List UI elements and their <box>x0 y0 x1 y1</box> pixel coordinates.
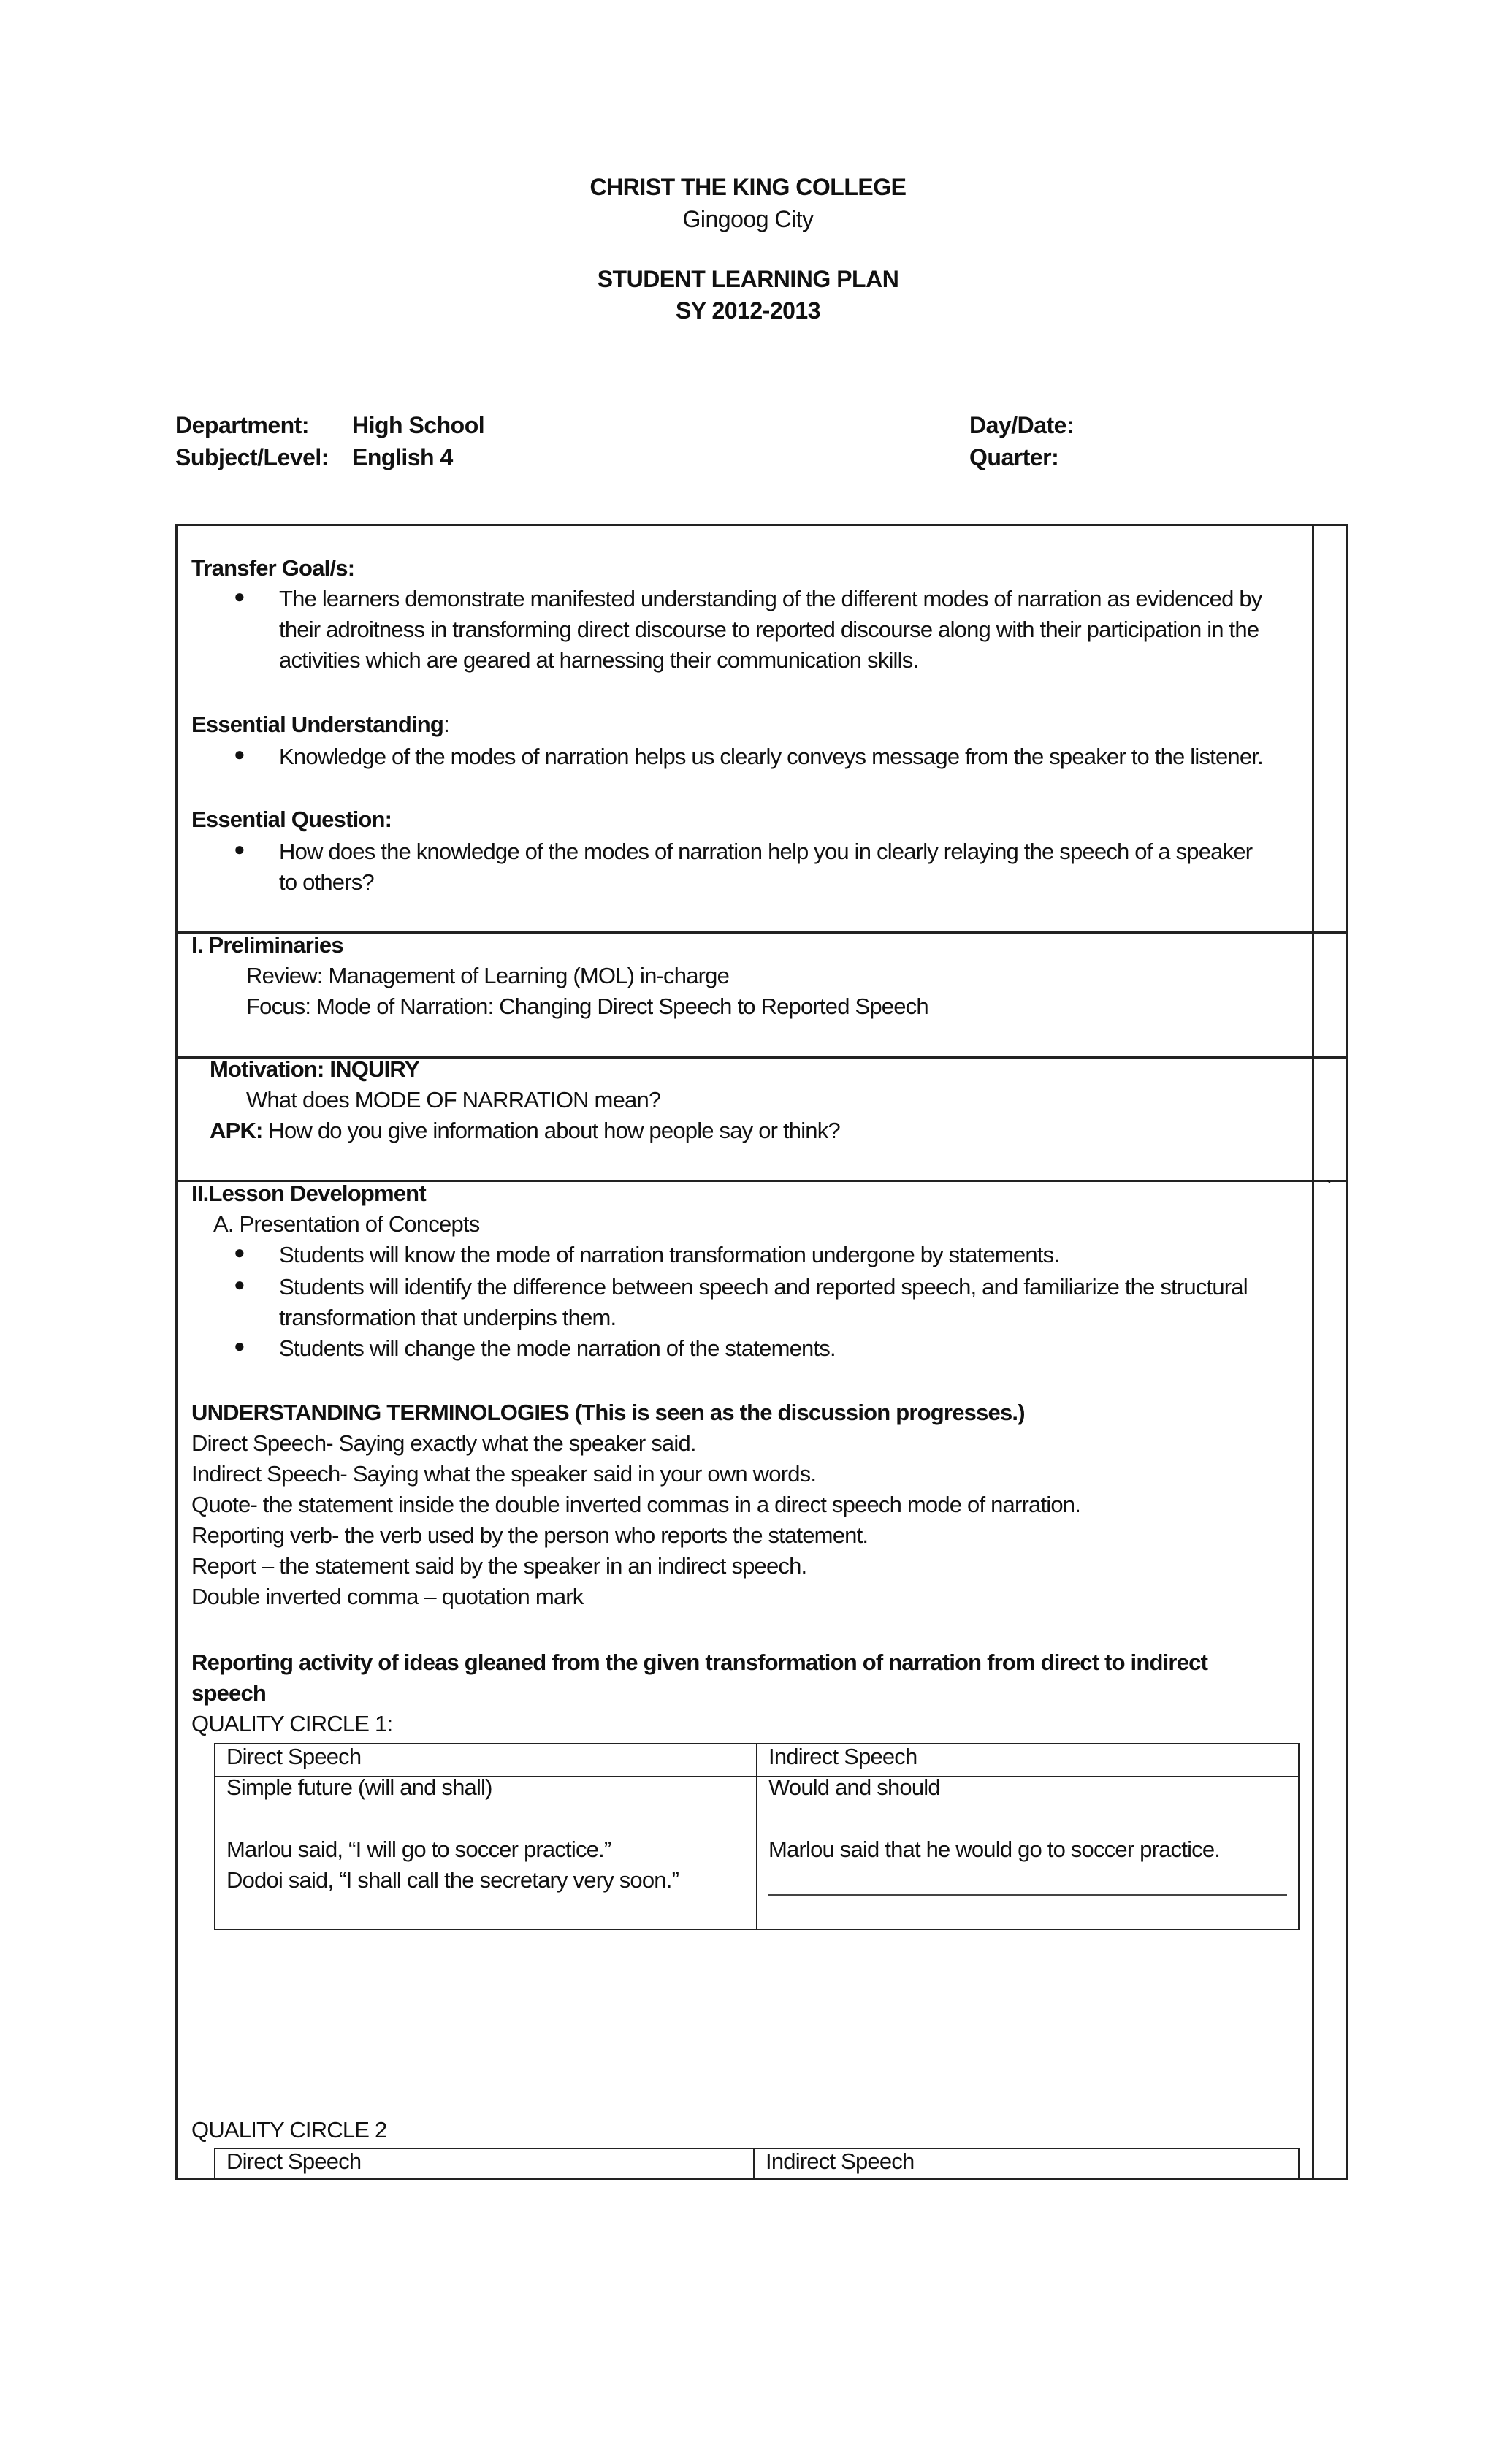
subject-label: Subject/Level: <box>175 444 329 470</box>
essential-question-heading: Essential Question: <box>191 806 392 832</box>
term-reporting-verb: Reporting verb- the verb used by the person who reports the statement. <box>191 1522 869 1548</box>
preliminaries-heading: I. Preliminaries <box>191 932 343 958</box>
school-city: Gingoog City <box>682 206 814 232</box>
lesson-development-heading: II.Lesson Development <box>191 1180 426 1206</box>
qc1-direct-example-1: Marlou said, “I will go to soccer practice.” <box>226 1836 611 1862</box>
terminologies-heading: UNDERSTANDING TERMINOLOGIES (This is seen as the discussion progresses.) <box>191 1400 1025 1425</box>
transfer-goal-line-1: The learners demonstrate manifested understanding of the different modes of narration as evidenced by <box>279 586 1262 611</box>
subject-value: English 4 <box>352 444 453 470</box>
motivation-question: What does MODE OF NARRATION mean? <box>246 1087 661 1113</box>
essential-question-line-2: to others? <box>279 869 374 895</box>
term-report: Report – the statement said by the speaker in an indirect speech. <box>191 1553 807 1579</box>
bullet-icon: ● <box>234 743 245 765</box>
qc1-col-indirect: Indirect Speech <box>768 1744 917 1769</box>
department-value: High School <box>352 412 485 438</box>
bullet-icon: ● <box>234 1335 245 1357</box>
apk-line <box>210 1115 840 1146</box>
quality-circle-2-label: QUALITY CIRCLE 2 <box>191 2117 387 2143</box>
quarter-label: Quarter: <box>969 444 1059 470</box>
essential-understanding-heading <box>191 709 449 740</box>
qc1-direct-example-2: Dodoi said, “I shall call the secretary very soon.” <box>226 1867 679 1893</box>
school-year: SY 2012-2013 <box>675 297 821 324</box>
qc2-col-indirect: Indirect Speech <box>766 2148 915 2174</box>
qc1-direct-rule: Simple future (will and shall) <box>226 1774 492 1800</box>
qc1-indirect-rule: Would and should <box>768 1774 940 1800</box>
term-quote: Quote- the statement inside the double inverted commas in a direct speech mode of narration. <box>191 1492 1081 1517</box>
reporting-heading-line-1: Reporting activity of ideas gleaned from the given transformation of narration from direct to indirect <box>191 1649 1208 1675</box>
lesson-bullet-1: Students will know the mode of narration transformation undergone by statements. <box>279 1242 1060 1267</box>
qc1-answer-blank <box>768 1894 1287 1896</box>
transfer-goal-line-2: their adroitness in transforming direct discourse to reported discourse along with their participation in the <box>279 617 1259 642</box>
bullet-icon: ● <box>234 838 245 860</box>
section-divider-1 <box>175 931 1348 934</box>
bullet-icon: ● <box>234 585 245 607</box>
term-double-inverted-comma: Double inverted comma – quotation mark <box>191 1584 584 1609</box>
essential-understanding-item: Knowledge of the modes of narration helps us clearly conveys message from the speaker to the listener. <box>279 744 1263 769</box>
apk-label: APK: <box>210 1118 263 1143</box>
apk-text: How do you give information about how people say or think? <box>268 1118 840 1143</box>
transfer-goal-line-3: activities which are geared at harnessing their communication skills. <box>279 647 919 673</box>
term-indirect-speech: Indirect Speech- Saying what the speaker said in your own words. <box>191 1461 817 1487</box>
qc2-col-direct: Direct Speech <box>226 2148 362 2174</box>
qc1-indirect-example-1: Marlou said that he would go to soccer practice. <box>768 1836 1221 1862</box>
right-column-divider <box>1312 524 1314 2180</box>
preliminaries-focus: Focus: Mode of Narration: Changing Direct Speech to Reported Speech <box>246 993 928 1019</box>
term-direct-speech: Direct Speech- Saying exactly what the speaker said. <box>191 1430 696 1456</box>
transfer-goal-heading: Transfer Goal/s: <box>191 555 355 581</box>
reporting-heading-line-2: speech <box>191 1680 267 1706</box>
bullet-icon: ● <box>234 1273 245 1295</box>
quality-circle-2-table <box>214 2148 1300 2180</box>
essential-understanding-title: Essential Understanding <box>191 712 444 737</box>
document-title: STUDENT LEARNING PLAN <box>597 266 899 292</box>
school-name: CHRIST THE KING COLLEGE <box>589 174 907 200</box>
qc2-column-divider <box>753 2148 755 2180</box>
lesson-bullet-3: Students will change the mode narration of the statements. <box>279 1335 836 1361</box>
department-label: Department: <box>175 412 309 438</box>
essential-question-line-1: How does the knowledge of the modes of narration help you in clearly relaying the speech of a speaker <box>279 839 1253 864</box>
daydate-label: Day/Date: <box>969 412 1075 438</box>
qc1-col-direct: Direct Speech <box>226 1744 362 1769</box>
bullet-icon: ● <box>234 1241 245 1263</box>
essential-understanding-colon: : <box>443 712 449 737</box>
motivation-heading: Motivation: INQUIRY <box>210 1056 419 1082</box>
presentation-of-concepts: A. Presentation of Concepts <box>213 1211 480 1237</box>
lesson-bullet-2: Students will identify the difference between speech and reported speech, and familiarize the structural <box>279 1274 1248 1300</box>
qc1-column-divider <box>756 1743 757 1930</box>
lesson-bullet-2-cont: transformation that underpins them. <box>279 1305 617 1330</box>
stray-backtick: ` <box>1325 1176 1332 1202</box>
preliminaries-review: Review: Management of Learning (MOL) in-charge <box>246 963 730 988</box>
quality-circle-1-label: QUALITY CIRCLE 1: <box>191 1711 393 1736</box>
